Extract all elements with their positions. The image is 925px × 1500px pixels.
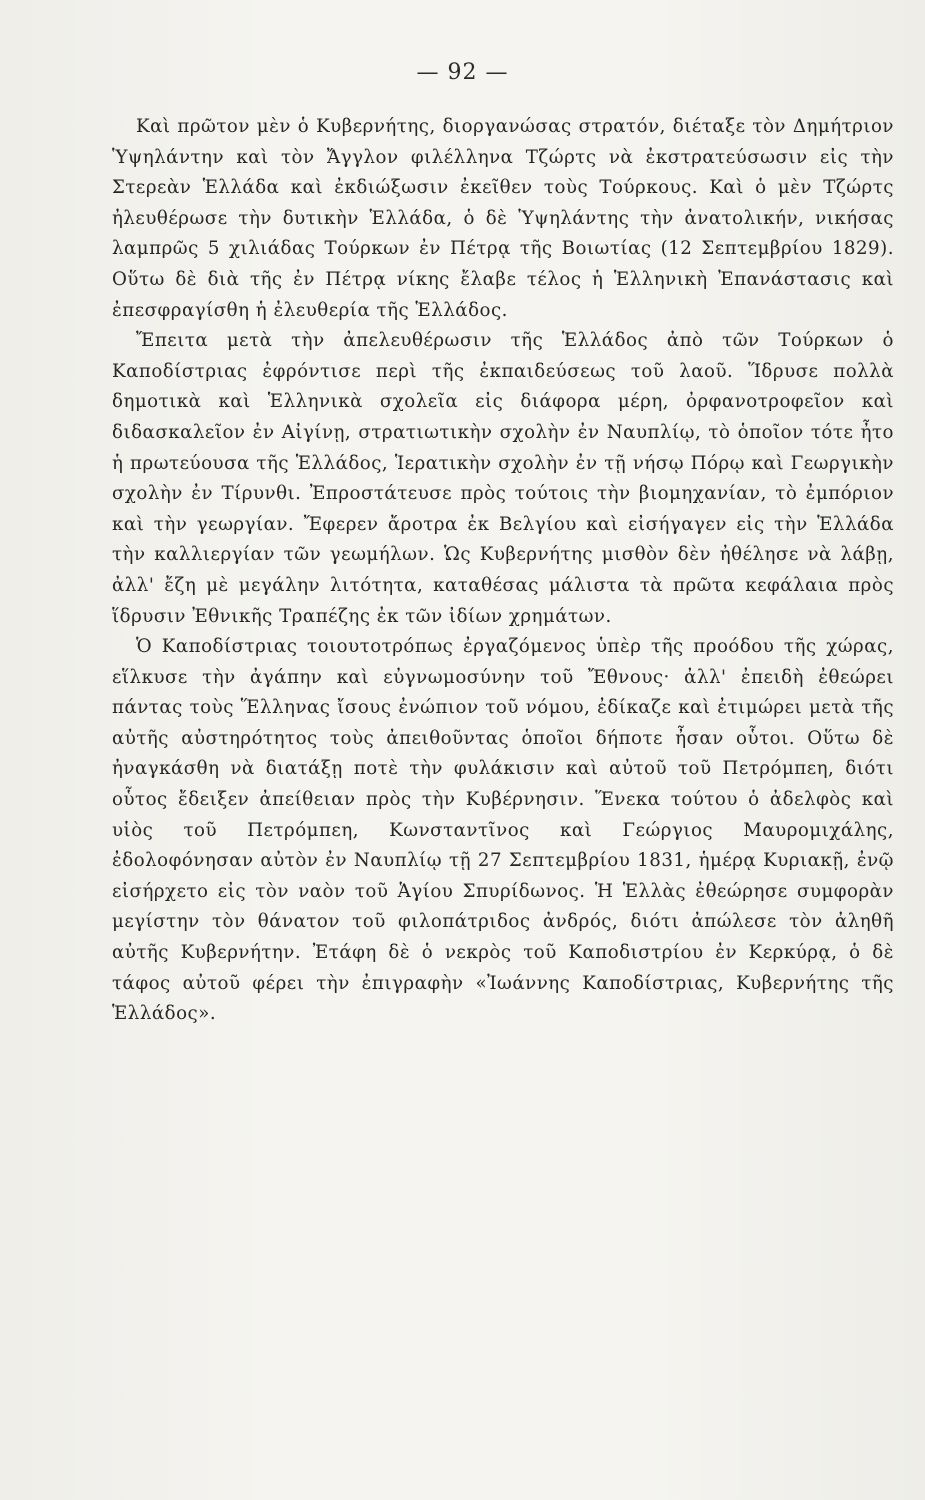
paragraph-2: Ἔπειτα μετὰ τὴν ἀπελευθέρωσιν τῆς Ἑλλάδος ἀπὸ τῶν Τούρκων ὁ Καποδίστριας ἐφρόντισε περὶ τῆς ἐκπαιδεύσεως τοῦ λαοῦ. Ἵδρυσε πολλὰ δημοτικὰ καὶ Ἑλληνικὰ σχολεῖα εἰς διάφορα μέρη, ὀρφανοτροφεῖον καὶ διδασκαλεῖον ἐν Αἰγίνῃ, στρατιωτικὴν σχολὴν ἐν Ναυπλίῳ, τὸ ὁποῖον τότε ἦτο ἡ πρωτεύουσα τῆς Ἑλλάδος, Ἱερατικὴν σχολὴν ἐν τῇ νήσῳ Πόρῳ καὶ Γεωργικὴν σχολὴν ἐν Τίρυνθι. Ἐπροστάτευσε πρὸς τούτοις τὴν βιομηχανίαν, τὸ ἐμπόριον καὶ τὴν γεωργίαν. Ἔφερεν ἄροτρα ἐκ Βελγίου καὶ εἰσήγαγεν εἰς τὴν Ἑλλάδα τὴν καλλιεργίαν τῶν γεωμήλων. Ὡς Κυβερνήτης μισθὸν δὲν ἠθέλησε νὰ λάβῃ, ἀλλ' ἔζη μὲ μεγάλην λιτότητα, καταθέσας μάλιστα τὰ πρῶτα κεφάλαια πρὸς ἵδρυσιν Ἐθνικῆς Τραπέζης ἐκ τῶν ἰδίων χρημάτων.	[112, 330, 894, 627]
paragraph-3: Ὁ Καποδίστριας τοιουτοτρόπως ἐργαζόμενος ὑπὲρ τῆς προόδου τῆς χώρας, εἵλκυσε τὴν ἀγάπην καὶ εὐγνωμοσύνην τοῦ Ἔθνους· ἀλλ' ἐπειδὴ ἐθεώρει πάντας τοὺς Ἕλληνας ἴσους ἐνώπιον τοῦ νόμου, ἐδίκαζε καὶ ἐτιμώρει μετὰ τῆς αὐτῆς αὐστηρότητος τοὺς ἀπειθοῦντας ὁποῖοι δήποτε ἦσαν οὗτοι. Οὕτω δὲ ἠναγκάσθη νὰ διατάξῃ ποτὲ τὴν φυλάκισιν καὶ αὐτοῦ τοῦ Πετρόμπεη, διότι οὗτος ἔδειξεν ἀπείθειαν πρὸς τὴν Κυβέρνησιν. Ἕνεκα τούτου ὁ ἀδελφὸς καὶ υἱὸς τοῦ Πετρόμπεη, Κωνσταντῖνος καὶ Γεώργιος Μαυρομιχάλης, ἐδολοφόνησαν αὐτὸν ἐν Ναυπλίῳ τῇ 27 Σεπτεμβρίου 1831, ἡμέρᾳ Κυριακῇ, ἐνῷ εἰσήρχετο εἰς τὸν ναὸν τοῦ Ἁγίου Σπυρίδωνος. Ἡ Ἑλλὰς ἐθεώρησε συμφορὰν μεγίστην τὸν θάνατον τοῦ φιλοπάτριδος ἀνδρός, διότι ἀπώλεσε τὸν ἀληθῆ αὐτῆς Κυβερνήτην. Ἐτάφη δὲ ὁ νεκρὸς τοῦ Καποδιστρίου ἐν Κερκύρᾳ, ὁ δὲ τάφος αὐτοῦ φέρει τὴν ἐπιγραφὴν «Ἰωάννης Καποδίστριας, Κυβερνήτης τῆς Ἑλλάδος».	[112, 636, 894, 1025]
page-number: — 92 —	[416, 60, 509, 85]
paragraph-1: Καὶ πρῶτον μὲν ὁ Κυβερνήτης, διοργανώσας στρατόν, διέταξε τὸν Δημήτριον Ὑψηλάντην καὶ τὸν Ἄγγλον φιλέλληνα Τζώρτς νὰ ἐκστρατεύσωσιν εἰς τὴν Στερεὰν Ἑλλάδα καὶ ἐκδιώξωσιν ἐκεῖθεν τοὺς Τούρκους. Καὶ ὁ μὲν Τζώρτς ἠλευθέρωσε τὴν δυτικὴν Ἑλλάδα, ὁ δὲ Ὑψηλάντης τὴν ἀνατολικήν, νικήσας λαμπρῶς 5 χιλιάδας Τούρκων ἐν Πέτρᾳ τῆς Βοιωτίας (12 Σεπτεμβρίου 1829). Οὕτω δὲ διὰ τῆς ἐν Πέτρᾳ νίκης ἔλαβε τέλος ἡ Ἑλληνικὴ Ἐπανάστασις καὶ ἐπεσφραγίσθη ἡ ἐλευθερία τῆς Ἑλλάδος.	[112, 116, 894, 321]
body-text	[112, 112, 894, 1030]
